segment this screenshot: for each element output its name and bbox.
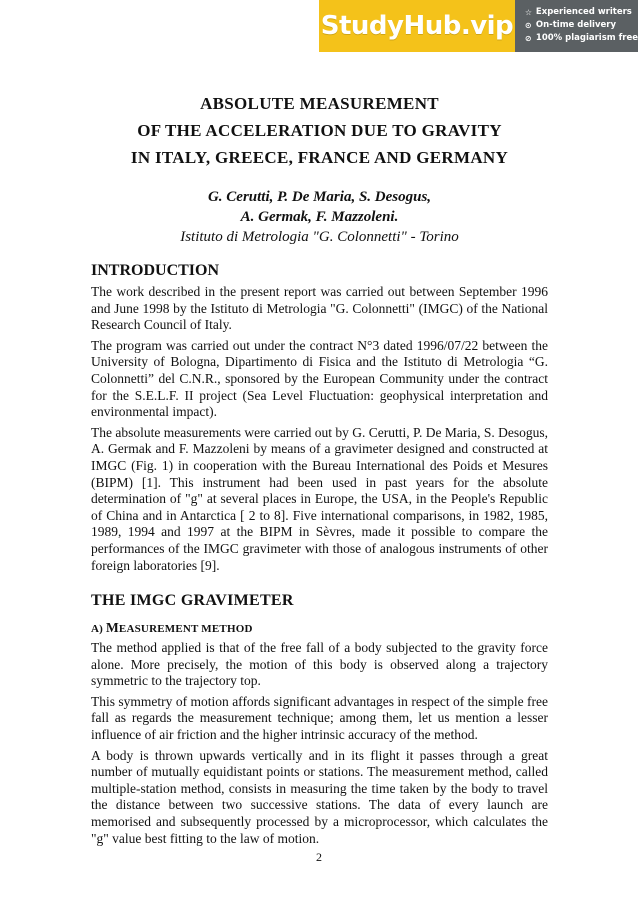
subsection-heading-measurement-method [91, 620, 548, 637]
author-list [91, 187, 548, 227]
title-line-3: IN ITALY, GREECE, FRANCE AND GERMANY [130, 148, 509, 167]
title-line-1: ABSOLUTE MEASUREMENT [200, 94, 439, 113]
star-icon: ☆ [524, 8, 533, 17]
page-number: 2 [316, 850, 322, 864]
shield-icon: ⊘ [524, 34, 532, 43]
ad-banner[interactable] [319, 0, 638, 52]
banner-feature-label: On-time delivery [535, 20, 616, 30]
intro-paragraph-3: The absolute measurements were carried out by G. Cerutti, P. De Maria, S. Desogus, A. Germak and F. Mazzoleni by means of a gravimeter designed and constructed at IMGC (Fig. 1) in cooperation with the Bureau International des Poids et Mesures (BIPM) [1]. This instrument had been used in past years for the absolute determination of "g" at several places in Europe, the USA, in the People's Republic of China and in Antarctica [ 2 to 8]. Five international comparisons, in 1982, 1985, 1989, 1994 and 1997 at the BIPM in Sèvres, made it possible to compare the performances of the IMGC gravimeter with those of analogous instruments of other foreign laboratories [9]. [91, 424, 549, 573]
method-paragraph-1: The method applied is that of the free fall of a body subjected to the gravity force alone. More precisely, the motion of this body is observed along a trajectory symmetric to the trajectory top. [91, 640, 548, 689]
title-line-2: OF THE ACCELERATION DUE TO GRAVITY [137, 121, 502, 140]
section-heading-introduction: INTRODUCTION [91, 262, 220, 279]
affiliation: Istituto di Metrologia "G. Colonnetti" - Torino [180, 229, 459, 245]
subsection-title-rest: EASUREMENT METHOD [118, 623, 253, 636]
banner-feature-label: Experienced writers [535, 7, 632, 17]
banner-feature-label: 100% plagiarism free [535, 33, 638, 43]
method-paragraph-3: A body is thrown upwards vertically and in its flight it passes through a great number of mutually equidistant points or stations. The measurement method, called multiple-station method, consists in measuring the time taken by the body to travel the distance between two successive stations. The data of every launch are memorised and subsequently processed by a microprocessor, which calculates the "g" value best fitting to the law of motion. [91, 747, 548, 846]
subsection-initial: M [105, 620, 119, 636]
intro-paragraph-1: The work described in the present report was carried out between September 1996 and June 1998 by the Istituto di Metrologia "G. Colonnetti" (IMGC) of the National Research Council of Italy. [91, 284, 548, 333]
banner-feature-writers [525, 6, 638, 19]
paper-title [91, 90, 548, 171]
intro-paragraph-2: The program was carried out under the contract N°3 dated 1996/07/22 between the University of Bologna, Dipartimento di Fisica and the Istituto di Metrologia “G. Colonnetti” del C.N.R., sponsored by the European Community under the contract for the S.E.L.F. II project (Sea Level Fluctuation: geophysical interpretation and environmental impact). [91, 337, 548, 420]
section-heading-gravimeter: THE IMGC GRAVIMETER [91, 592, 294, 610]
method-paragraph-2: This symmetry of motion affords significant advantages in respect of the simple free fall as regards the measurement technique; among them, let us mention a lesser influence of air friction and the higher intrinsic accuracy of the method. [91, 693, 548, 743]
studyhub-logo[interactable]: StudyHub.vip [319, 0, 515, 52]
banner-feature-plagiarism [525, 32, 638, 45]
clock-icon: ⊙ [524, 21, 532, 30]
authors-line-1: G. Cerutti, P. De Maria, S. Desogus, [207, 189, 432, 205]
banner-feature-list [515, 0, 638, 52]
subsection-prefix: A) [91, 623, 104, 636]
authors-line-2: A. Germak, F. Mazzoleni. [240, 209, 399, 225]
document-page [91, 90, 548, 847]
banner-feature-delivery [525, 19, 638, 32]
